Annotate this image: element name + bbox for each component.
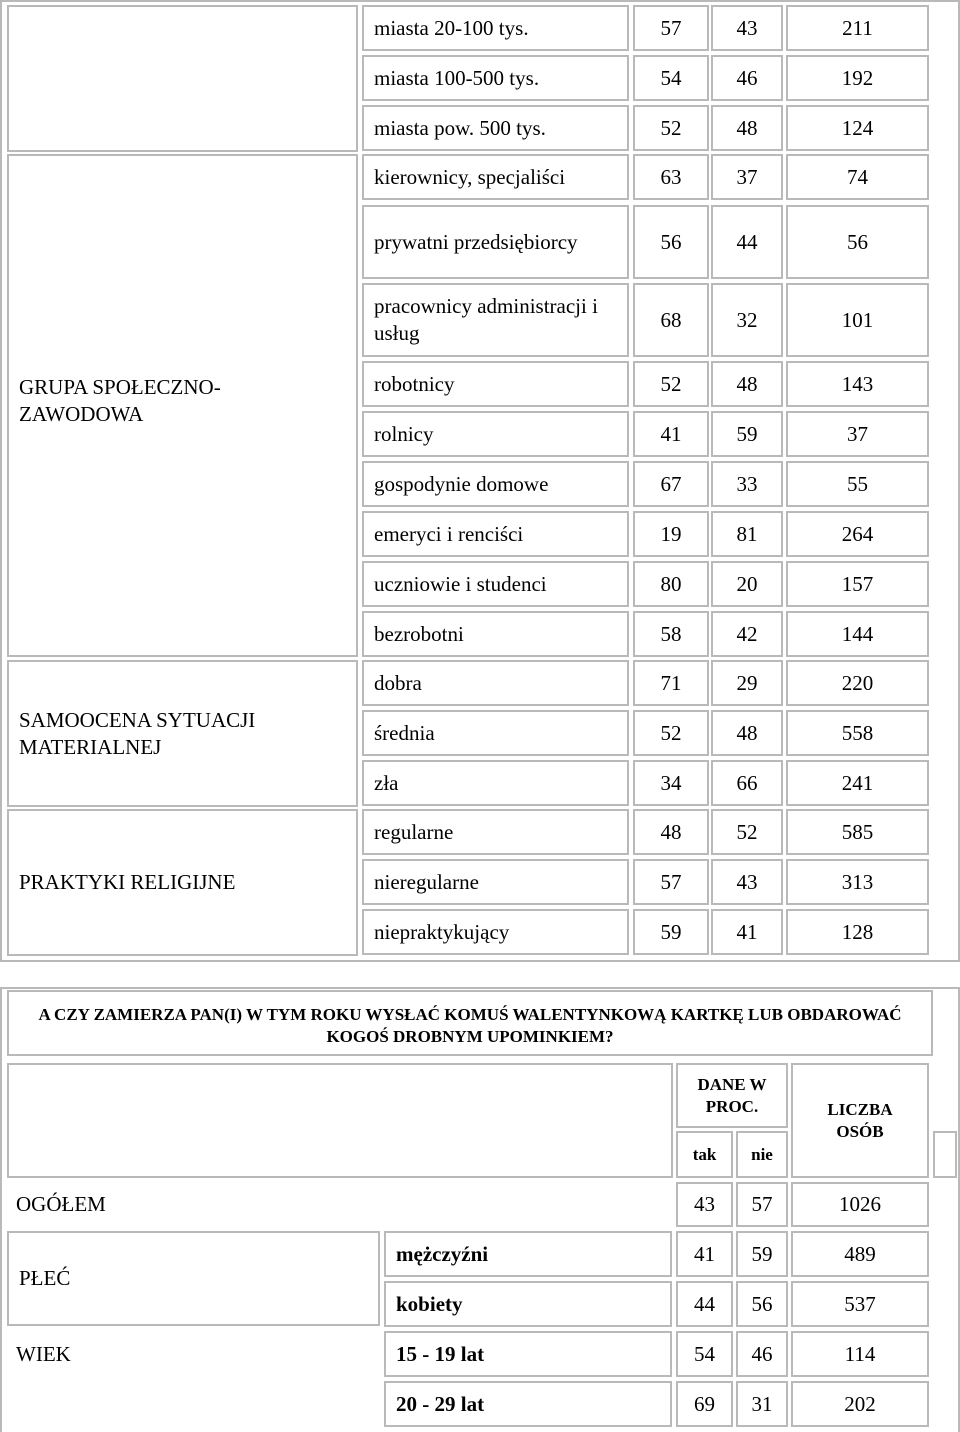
row-tak-value: 52 <box>633 105 709 151</box>
row-tak-value: 68 <box>633 283 709 357</box>
row-label: miasta 100-500 tys. <box>362 55 629 101</box>
question-text: A CZY ZAMIERZA PAN(I) W TYM ROKU WYSŁAĆ KOMUŚ WALENTYNKOWĄ KARTKĘ LUB OBDAROWAĆ KOGOŚ DROBNYM UPOMINKIEM? <box>38 1005 902 1046</box>
row-label: 15 - 19 lat <box>384 1331 672 1377</box>
row-liczba-value: 220 <box>786 660 929 706</box>
row-liczba-value: 55 <box>786 461 929 507</box>
row-label: dobra <box>362 660 629 706</box>
ogolem-liczba: 1026 <box>791 1182 929 1227</box>
row-liczba-value: 144 <box>786 611 929 657</box>
row-liczba-value: 585 <box>786 809 929 855</box>
row-liczba-value: 56 <box>786 205 929 279</box>
row-nie-value: 44 <box>711 205 783 279</box>
group-samoocena: SAMOOCENA SYTUACJI MATERIALNEJ <box>7 660 358 807</box>
group-cell-miejsce <box>7 5 358 152</box>
header-nie: nie <box>736 1131 788 1178</box>
row-nie-value: 31 <box>736 1381 788 1427</box>
row-label: średnia <box>362 710 629 756</box>
row-nie-value: 32 <box>711 283 783 357</box>
row-liczba-value: 211 <box>786 5 929 51</box>
ogolem-label: OGÓŁEM <box>16 1191 106 1216</box>
row-nie-value: 48 <box>711 361 783 407</box>
row-label: bezrobotni <box>362 611 629 657</box>
row-tak-value: 52 <box>633 710 709 756</box>
row-liczba-value: 537 <box>791 1281 929 1327</box>
row-tak-value: 80 <box>633 561 709 607</box>
row-label: niepraktykujący <box>362 909 629 955</box>
row-nie-value: 33 <box>711 461 783 507</box>
row-tak-value: 44 <box>676 1281 733 1327</box>
row-tak-value: 57 <box>633 859 709 905</box>
row-label: pracownicy administracji i usług <box>362 283 629 357</box>
row-liczba-value: 558 <box>786 710 929 756</box>
row-nie-value: 43 <box>711 5 783 51</box>
row-label: robotnicy <box>362 361 629 407</box>
row-nie-value: 48 <box>711 710 783 756</box>
ogolem-tak: 43 <box>676 1182 733 1227</box>
row-nie-value: 29 <box>711 660 783 706</box>
row-tak-value: 52 <box>633 361 709 407</box>
row-liczba-value: 157 <box>786 561 929 607</box>
row-tak-value: 41 <box>633 411 709 457</box>
row-nie-value: 20 <box>711 561 783 607</box>
header-liczba-osob: LICZBA OSÓB <box>791 1063 929 1178</box>
group-grupa-spoleczno-zawodowa: GRUPA SPOŁECZNO-ZAWODOWA <box>7 154 358 657</box>
group-praktyki-religijne: PRAKTYKI RELIGIJNE <box>7 809 358 956</box>
row-label: miasta pow. 500 tys. <box>362 105 629 151</box>
row-nie-value: 81 <box>711 511 783 557</box>
row-liczba-value: 241 <box>786 760 929 806</box>
row-nie-value: 56 <box>736 1281 788 1327</box>
row-label: 20 - 29 lat <box>384 1381 672 1427</box>
row-tak-value: 69 <box>676 1381 733 1427</box>
row-liczba-value: 202 <box>791 1381 929 1427</box>
row-tak-value: 57 <box>633 5 709 51</box>
row-liczba-value: 74 <box>786 154 929 200</box>
row-tak-value: 48 <box>633 809 709 855</box>
row-liczba-value: 128 <box>786 909 929 955</box>
row-nie-value: 66 <box>711 760 783 806</box>
row-nie-value: 52 <box>711 809 783 855</box>
row-tak-value: 54 <box>676 1331 733 1377</box>
side-mini-cell <box>933 1131 957 1178</box>
row-tak-value: 71 <box>633 660 709 706</box>
row-label: kierownicy, specjaliści <box>362 154 629 200</box>
row-nie-value: 59 <box>736 1231 788 1277</box>
row-label: regularne <box>362 809 629 855</box>
row-tak-value: 59 <box>633 909 709 955</box>
row-tak-value: 56 <box>633 205 709 279</box>
row-label: gospodynie domowe <box>362 461 629 507</box>
row-label: kobiety <box>384 1281 672 1327</box>
row-nie-value: 42 <box>711 611 783 657</box>
row-tak-value: 19 <box>633 511 709 557</box>
row-nie-value: 46 <box>736 1331 788 1377</box>
row-label: rolnicy <box>362 411 629 457</box>
ogolem-nie: 57 <box>736 1182 788 1227</box>
row-liczba-value: 192 <box>786 55 929 101</box>
row-tak-value: 58 <box>633 611 709 657</box>
row-liczba-value: 313 <box>786 859 929 905</box>
header-tak: tak <box>676 1131 733 1178</box>
row-nie-value: 43 <box>711 859 783 905</box>
row-liczba-value: 101 <box>786 283 929 357</box>
group-plec: PŁEĆ <box>7 1231 380 1326</box>
row-label: uczniowie i studenci <box>362 561 629 607</box>
row-liczba-value: 143 <box>786 361 929 407</box>
group-wiek: WIEK <box>16 1341 71 1366</box>
row-nie-value: 59 <box>711 411 783 457</box>
row-label: miasta 20-100 tys. <box>362 5 629 51</box>
row-label: nieregularne <box>362 859 629 905</box>
row-tak-value: 54 <box>633 55 709 101</box>
row-liczba-value: 264 <box>786 511 929 557</box>
row-liczba-value: 37 <box>786 411 929 457</box>
row-nie-value: 41 <box>711 909 783 955</box>
row-nie-value: 37 <box>711 154 783 200</box>
row-liczba-value: 124 <box>786 105 929 151</box>
row-tak-value: 34 <box>633 760 709 806</box>
row-liczba-value: 489 <box>791 1231 929 1277</box>
row-label: mężczyźni <box>384 1231 672 1277</box>
header-dane-w-proc: DANE W PROC. <box>676 1063 788 1128</box>
row-label: prywatni przedsiębiorcy <box>362 205 629 279</box>
row-nie-value: 46 <box>711 55 783 101</box>
row-tak-value: 63 <box>633 154 709 200</box>
row-nie-value: 48 <box>711 105 783 151</box>
header-empty-cell <box>7 1063 673 1178</box>
row-tak-value: 67 <box>633 461 709 507</box>
row-label: emeryci i renciści <box>362 511 629 557</box>
row-label: zła <box>362 760 629 806</box>
row-liczba-value: 114 <box>791 1331 929 1377</box>
row-tak-value: 41 <box>676 1231 733 1277</box>
